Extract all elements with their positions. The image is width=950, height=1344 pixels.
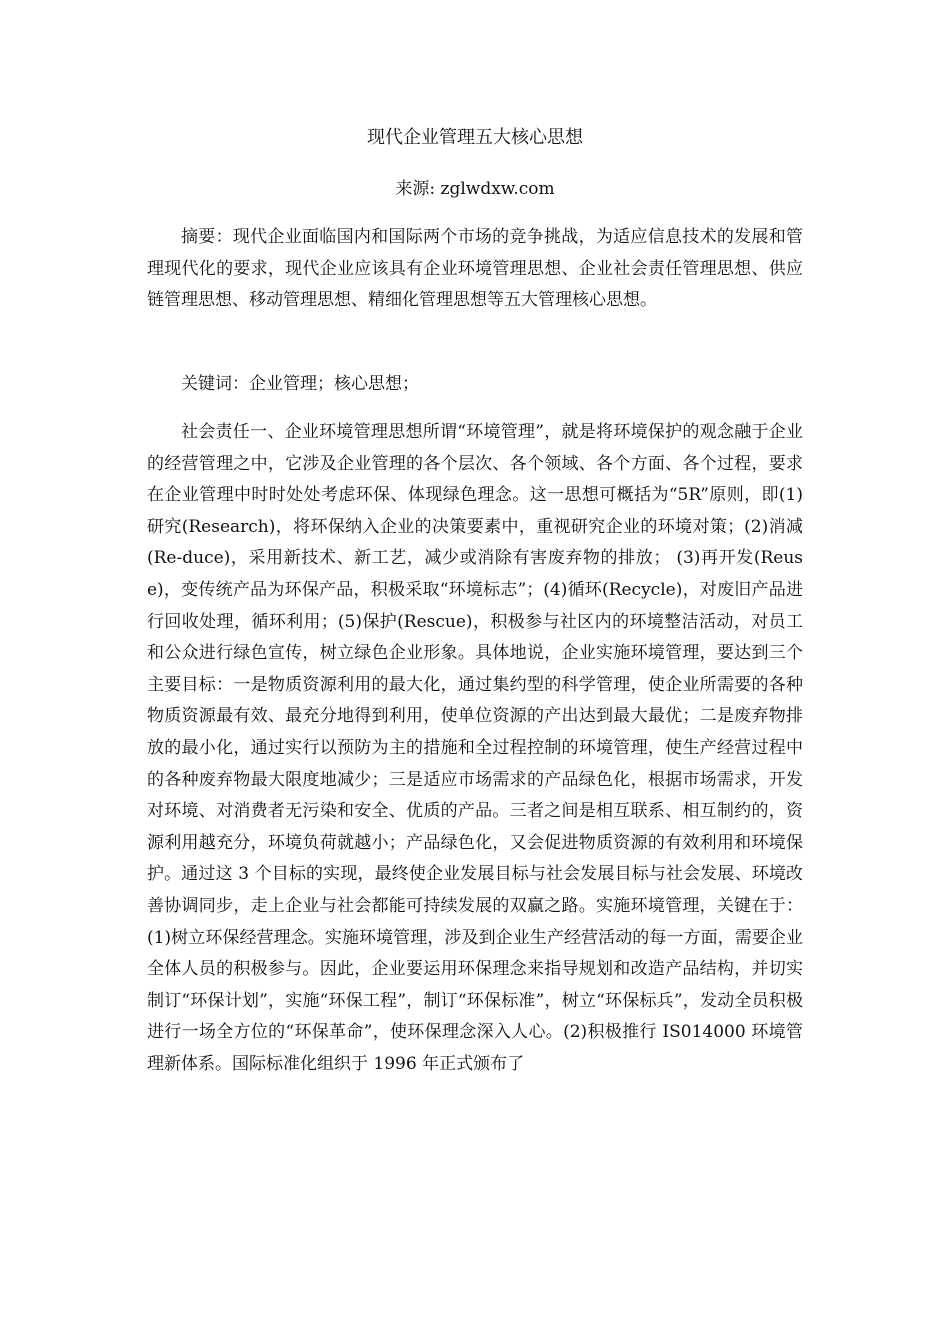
abstract-paragraph: 摘要：现代企业面临国内和国际两个市场的竞争挑战，为适应信息技术的发展和管理现代化的要求，现代企业应该具有企业环境管理思想、企业社会责任管理思想、供应链管理思想、移动管理思想、精细化管理思想等五大管理核心思想。 — [147, 227, 803, 311]
document-title: 现代企业管理五大核心思想 — [367, 127, 583, 148]
document-source: 来源: zglwdxw.com — [395, 179, 555, 199]
keywords-paragraph: 关键词：企业管理；核心思想； — [181, 374, 419, 394]
main-paragraph: 社会责任一、企业环境管理思想所谓“环境管理”，就是将环境保护的观念融于企业的经营管理之中，它涉及企业管理的各个层次、各个领域、各个方面、各个过程，要求在企业管理中时时处处考虑环保、体现绿色理念。这一思想可概括为“5R”原则，即(1)研究(Research)，将环保纳入企业的决策要素中，重视研究企业的环境对策；(2)消减(Re-duce)，采用新技术、新工艺，减少或消除有害废弃物的排放； (3)再开发(Reuse)，变传统产品为环保产品，积极采取“环境标志”；(4)循环(Recycle)，对废旧产品进行回收处理，循环利用；(5)保护(Rescue)，积极参与社区内的环境整洁活动，对员工和公众进行绿色宣传，树立绿色企业形象。具体地说，企业实施环境管理，要达到三个主要目标：一是物质资源利用的最大化，通过集约型的科学管理，使企业所需要的各种物质资源最有效、最充分地得到利用，使单位资源的产出达到最大最优；二是废弃物排放的最小化，通过实行以预防为主的措施和全过程控制的环境管理，使生产经营过程中的各种废弃物最大限度地减少；三是适应市场需求的产品绿色化，根据市场需求，开发对环境、对消费者无污染和安全、优质的产品。三者之间是相互联系、相互制约的，资源利用越充分，环境负荷就越小；产品绿色化，又会促进物质资源的有效利用和环境保护。通过这 3 个目标的实现，最终使企业发展目标与社会发展目标与社会发展、环境改善协调同步，走上企业与社会都能可持续发展的双赢之路。实施环境管理，关键在于：(1)树立环保经营理念。实施环境管理，涉及到企业生产经营活动的每一方面，需要企业全体人员的积极参与。因此，企业要运用环保理念来指导规划和改造产品结构，并切实制订“环保计划”，实施“环保工程”，制订“环保标准”，树立“环保标兵”，发动全员积极进行一场全方位的“环保革命”，使环保理念深入人心。(2)积极推行 IS014000 环境管理新体系。国际标准化组织于 1996 年正式颁布了 — [147, 422, 803, 1074]
